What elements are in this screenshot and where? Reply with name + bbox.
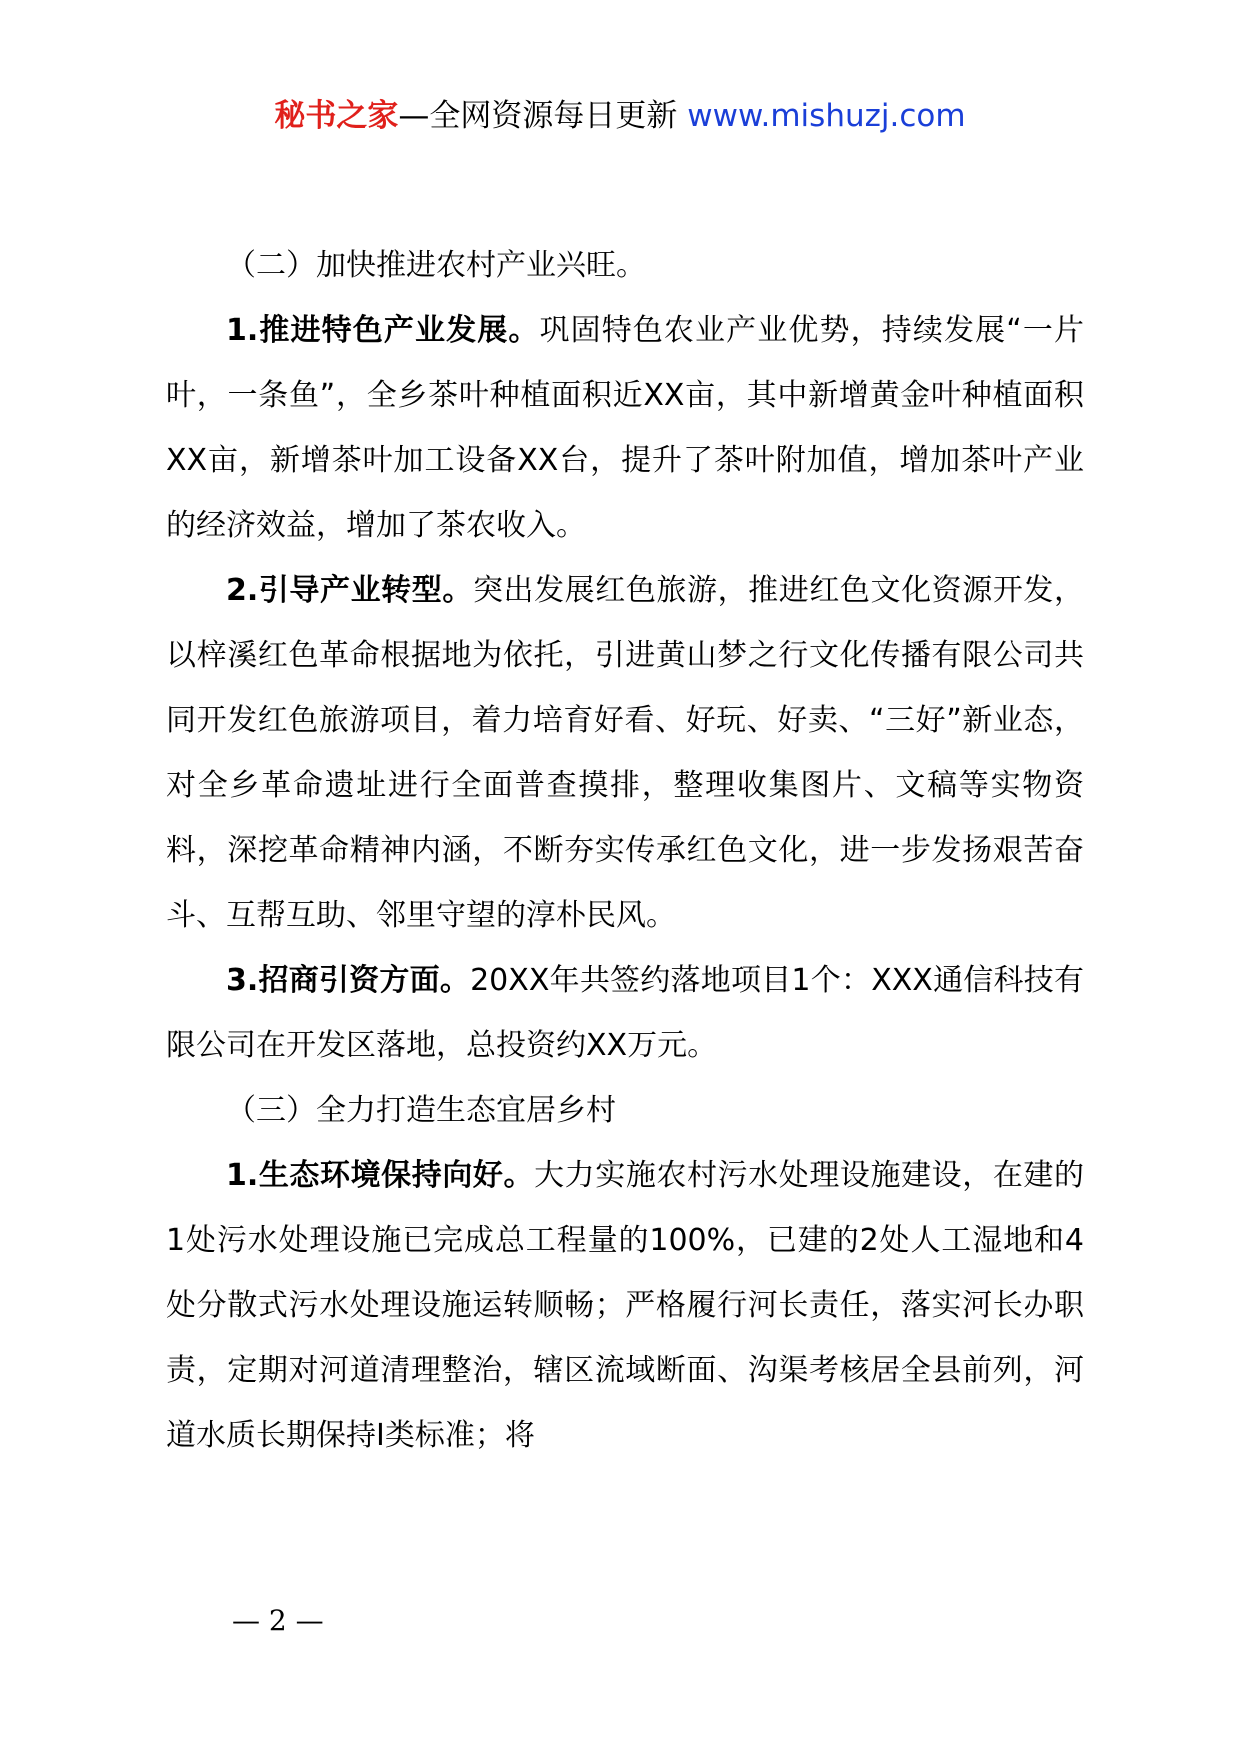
site-url-link[interactable]: www.mishuzj.com [687,98,966,134]
paragraph-item [166,298,1084,558]
item-title: 1.推进特色产业发展。 [226,313,540,348]
site-header [0,96,1240,136]
document-body [166,233,1084,1468]
page-number: — 2 — [232,1604,324,1637]
item-title: 1.生态环境保持向好。 [226,1158,535,1193]
paragraph-item [166,558,1084,948]
item-body: 巩固特色农业产业优势，持续发展“一片叶，一条鱼”，全乡茶叶种植面积近XX亩，其中新增黄金叶种植面积XX亩，新增茶叶加工设备XX台，提升了茶叶附加值，增加茶叶产业的经济效益，增加了茶农收入。 [166,313,1084,543]
item-title: 2.引导产业转型。 [226,573,473,608]
item-body: 20XX年共签约落地项目1个：XXX通信科技有限公司在开发区落地，总投资约XX万元。 [166,963,1084,1063]
item-title: 3.招商引资方面。 [226,963,471,998]
item-body: 突出发展红色旅游，推进红色文化资源开发，以梓溪红色革命根据地为依托，引进黄山梦之行文化传播有限公司共同开发红色旅游项目，着力培育好看、好玩、好卖、“三好”新业态，对全乡革命遗址进行全面普查摸排，整理收集图片、文稿等实物资料，深挖革命精神内涵，不断夯实传承红色文化，进一步发扬艰苦奋斗、互帮互助、邻里守望的淳朴民风。 [166,573,1084,933]
header-tagline: —全网资源每日更新 [398,98,678,134]
paragraph-item [166,1143,1084,1468]
section-heading-3: （三）全力打造生态宜居乡村 [226,1093,616,1128]
section-heading-2: （二）加快推进农村产业兴旺。 [226,248,646,283]
item-body: 大力实施农村污水处理设施建设，在建的1处污水处理设施已完成总工程量的100%，已建的2处人工湿地和4处分散式污水处理设施运转顺畅；严格履行河长责任，落实河长办职责，定期对河道清理整治，辖区流域断面、沟渠考核居全县前列，河道水质长期保持Ⅰ类标准；将 [166,1158,1084,1453]
brand-name: 秘书之家 [274,98,399,134]
paragraph-item [166,948,1084,1078]
